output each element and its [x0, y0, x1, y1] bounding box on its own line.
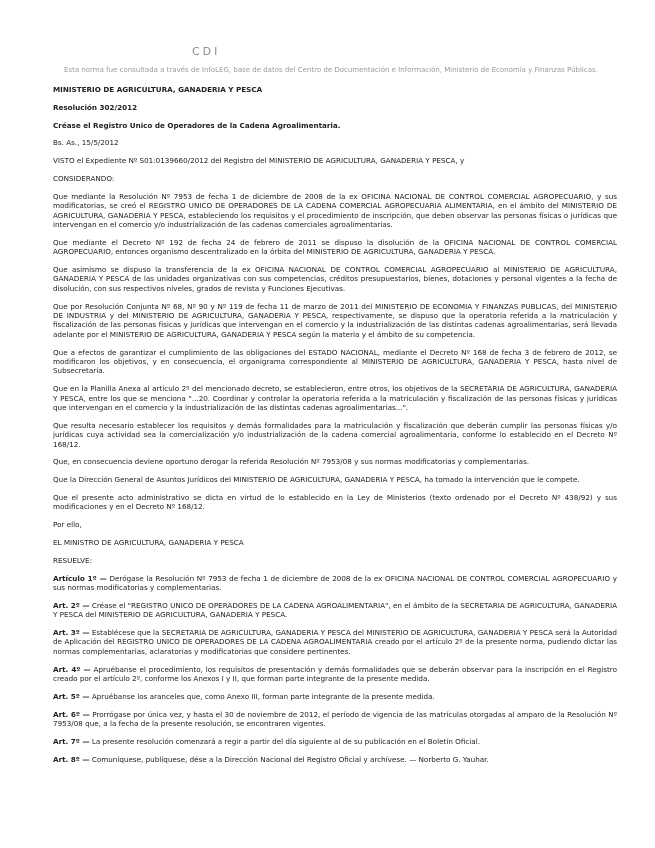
signatory-title: EL MINISTRO DE AGRICULTURA, GANADERIA Y PESCA [53, 538, 244, 548]
article-5 [53, 692, 617, 701]
article-text: Derógase la Resolución Nº 7953 de fecha 1 de diciembre de 2008 de la ex OFICINA NACIONAL DE CONTROL COMERCIAL AGROPECUARIO y sus normas modificatorias y complementarias. [53, 573, 617, 593]
resolution-summary: Créase el Registro Unico de Operadores de la Cadena Agroalimentaria. [53, 120, 341, 130]
article-text: Créase el "REGISTRO UNICO DE OPERADORES DE LA CADENA AGROALIMENTARIA", en el ámbito de la SECRETARIA DE AGRICULTURA, GANADERIA Y PESCA del MINISTERIO DE AGRICULTURA, GANADERIA Y PESCA. [53, 600, 617, 620]
considerando-paragraph: Que mediante la Resolución Nº 7953 de fecha 1 de diciembre de 2008 de la ex OFICINA NACIONAL DE CONTROL COMERCIAL AGROPECUARIO, y sus modificatorias, se creó el REGISTRO UNICO DE OPERADORES DE LA CADENA COMERCIAL AGROPECUARIA ALIMENTARIA, en el ámbito del MINISTERIO DE AGRICULTURA, GANADERIA Y PESCA, estableciendo los requisitos y el procedimiento de inscripción, que deben observar las personas físicas o jurídicas que intervengan en el comercio y/o industrialización de las cadenas comerciales agroalimentarias. [53, 191, 617, 229]
article-text: La presente resolución comenzará a regir a partir del día siguiente al de su publicación en el Boletín Oficial. [89, 736, 480, 746]
resolution-date: Bs. As., 15/5/2012 [53, 138, 119, 148]
considerando-paragraph: Que la Dirección General de Asuntos Jurídicos del MINISTERIO DE AGRICULTURA, GANADERIA Y PESCA, ha tomado la intervención que le compete. [53, 475, 580, 485]
article-text: Apruébanse los aranceles que, como Anexo III, forman parte integrante de la presente medida. [89, 691, 435, 701]
cdi-logo: CDI [192, 45, 221, 58]
considerando-paragraph: Que resulta necesario establecer los requisitos y demás formalidades para la matriculación y fiscalización que deberán cumplir las personas físicas y/o jurídicas cuya actividad sea la comercialización y/o industrialización de la cadena comercial agroalimentaria, conforme lo establecido en el Decreto Nº 168/12. [53, 420, 617, 449]
article-text: Prorrógase por única vez, y hasta el 30 de noviembre de 2012, el período de vigencia de las matrículas otorgadas al amparo de la Resolución Nº 7953/08 que, a la fecha de la presente resolución, se encontraren vigentes. [53, 709, 617, 729]
considerando-heading: CONSIDERANDO: [53, 173, 115, 183]
visto-paragraph: VISTO el Expediente Nº S01:0139660/2012 del Registro del MINISTERIO DE AGRICULTURA, GANADERIA Y PESCA, y [53, 156, 465, 166]
article-6 [53, 710, 617, 729]
article-label: Art. 2º — [53, 600, 90, 610]
resuelve-heading: RESUELVE: [53, 555, 92, 565]
document-body [53, 85, 617, 772]
article-label: Art. 8º — [53, 754, 90, 764]
considerando-paragraph: Que, en consecuencia deviene oportuno derogar la referida Resolución Nº 7953/08 y sus normas modificatorias y complementarias. [53, 457, 530, 467]
article-3 [53, 628, 617, 656]
infoleg-notice: Esta norma fue consultada a través de InfoLEG, base de datos del Centro de Documentación e Información, Ministerio de Economía y Finanzas Públicas. [64, 66, 598, 74]
considerando-paragraph: Que a efectos de garantizar el cumplimiento de las obligaciones del ESTADO NACIONAL, mediante el Decreto Nº 168 de fecha 3 de febrero de 2012, se modificaron los objetivos, y en consecuencia, el organigrama correspondiente al MINISTERIO DE AGRICULTURA, GANADERIA Y PESCA, hasta nivel de Subsecretaría. [53, 347, 617, 376]
article-7 [53, 737, 617, 746]
resolution-number: Resolución 302/2012 [53, 102, 138, 112]
article-label: Art. 5º — [53, 691, 90, 701]
article-4 [53, 665, 617, 684]
considerando-paragraph: Que el presente acto administrativo se dicta en virtud de lo establecido en la Ley de Ministerios (texto ordenado por el Decreto Nº 438/92) y sus modificaciones y en el Decreto Nº 168/12. [53, 493, 617, 512]
article-2 [53, 601, 617, 620]
article-text: Establécese que la SECRETARIA DE AGRICULTURA, GANADERIA Y PESCA del MINISTERIO DE AGRICULTURA, GANADERIA Y PESCA será la Autoridad de Aplicación del REGISTRO UNICO DE OPERADORES DE LA CADENA AGROALIMENTARIA creado por el artículo 2º de la presente norma, pudiendo dictar las normas complementarias, aclaratorias y modificatorias que considere pertinentes. [53, 628, 617, 656]
considerando-paragraph: Que asimismo se dispuso la transferencia de la ex OFICINA NACIONAL DE CONTROL COMERCIAL AGROPECUARIO al MINISTERIO DE AGRICULTURA, GANADERIA Y PESCA de las unidades organizativas con sus competencias, créditos presupuestarios, bienes, dotaciones y personal vigentes a la fecha de disolución, con sus respectivos niveles, grados de revista y Funciones Ejecutivas. [53, 265, 617, 293]
ministry-heading: MINISTERIO DE AGRICULTURA, GANADERIA Y PESCA [53, 85, 263, 94]
article-label: Artículo 1º — [53, 573, 107, 583]
article-text: Comuníquese, publíquese, dése a la Dirección Nacional del Registro Oficial y archívese. — Norberto G. Yauhar. [89, 754, 489, 764]
article-8 [53, 755, 617, 764]
article-label: Art. 3º — [53, 628, 90, 638]
article-label: Art. 6º — [53, 709, 90, 719]
por-ello: Por ello, [53, 520, 82, 530]
article-text: Apruébanse el procedimiento, los requisitos de presentación y demás formalidades que se deberán observar para la inscripción en el Registro creado por el artículo 2º, conforme los Anexos I y II, que forman parte integrante de la presente medida. [53, 664, 617, 684]
article-label: Art. 7º — [53, 736, 90, 746]
considerando-paragraph: Que mediante el Decreto Nº 192 de fecha 24 de febrero de 2011 se dispuso la disolución de la OFICINA NACIONAL DE CONTROL COMERCIAL AGROPECUARIO, entonces organismo descentralizado en la órbita del MINISTERIO DE AGRICULTURA, GANADERIA Y PESCA. [53, 237, 617, 257]
article-1 [53, 574, 617, 593]
article-label: Art. 4º — [53, 664, 91, 674]
considerando-paragraph: Que por Resolución Conjunta Nº 68, Nº 90 y Nº 119 de fecha 11 de marzo de 2011 del MINISTERIO DE ECONOMIA Y FINANZAS PUBLICAS, del MINISTERIO DE INDUSTRIA y del MINISTERIO DE AGRICULTURA, GANADERIA Y PESCA, respectivamente, se dispuso que la operatoria referida a la matriculación y fiscalización de las personas físicas y jurídicas que intervengan en el comercio y la industrialización de las distintas cadenas agroalimentarias, será llevada adelante por el MINISTERIO DE AGRICULTURA, GANADERIA Y PESCA según la materia y el ámbito de su competencia. [53, 301, 617, 339]
considerando-paragraph: Que en la Planilla Anexa al artículo 2º del mencionado decreto, se establecieron, entre otros, los objetivos de la SECRETARIA DE AGRICULTURA, GANADERIA Y PESCA, entre los que se menciona "...20. Coordinar y controlar la operatoria referida a la matriculación y fiscalización de las personas físicas y jurídicas que intervengan en el comercio y la industrialización de las distintas cadenas agroalimentarias...". [53, 384, 617, 413]
